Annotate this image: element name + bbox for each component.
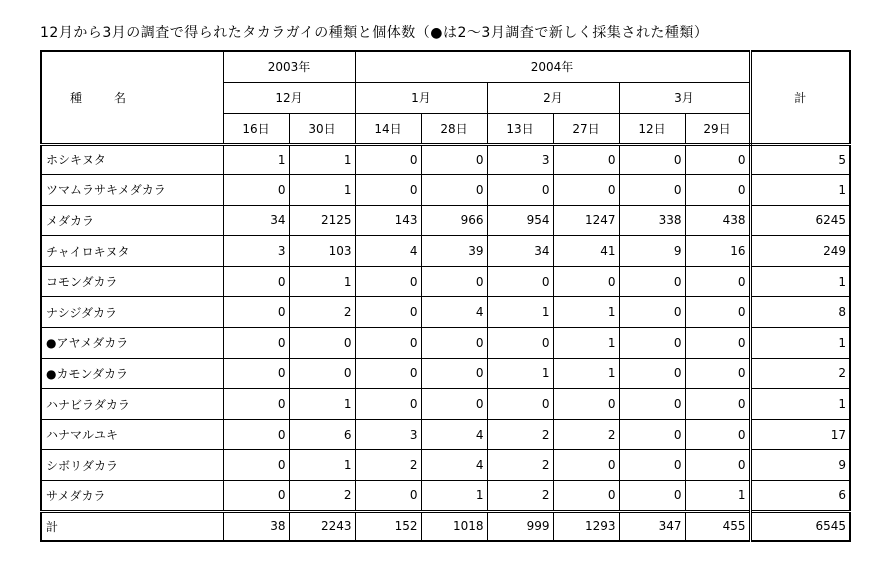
count-cell: 103 [289, 236, 355, 267]
row-total-cell: 9 [750, 450, 850, 481]
count-cell: 0 [421, 266, 487, 297]
count-cell: 0 [223, 266, 289, 297]
count-cell: 0 [553, 175, 619, 206]
count-cell: 0 [685, 144, 750, 175]
column-total-cell: 347 [619, 511, 685, 541]
day-header: 12日 [619, 113, 685, 144]
day-header: 30日 [289, 113, 355, 144]
count-cell: 1 [553, 358, 619, 389]
species-name: ハナマルユキ [41, 419, 223, 450]
column-total-cell: 1018 [421, 511, 487, 541]
species-name: ナシジダカラ [41, 297, 223, 328]
table-row [41, 205, 850, 236]
count-cell: 0 [355, 481, 421, 512]
count-cell: 6 [289, 419, 355, 450]
count-cell: 0 [355, 328, 421, 359]
species-name: コモンダカラ [41, 266, 223, 297]
species-count-table [40, 50, 851, 542]
count-cell: 1 [289, 266, 355, 297]
count-cell: 3 [223, 236, 289, 267]
count-cell: 0 [487, 266, 553, 297]
count-cell: 2125 [289, 205, 355, 236]
column-total-cell: 152 [355, 511, 421, 541]
count-cell: 0 [553, 450, 619, 481]
count-cell: 0 [223, 481, 289, 512]
count-cell: 1 [685, 481, 750, 512]
count-cell: 1247 [553, 205, 619, 236]
count-cell: 0 [421, 144, 487, 175]
row-total-cell: 1 [750, 328, 850, 359]
table-row [41, 358, 850, 389]
species-name: ホシキヌタ [41, 144, 223, 175]
count-cell: 2 [355, 450, 421, 481]
table-row [41, 236, 850, 267]
count-cell: 2 [553, 419, 619, 450]
count-cell: 0 [355, 266, 421, 297]
table-row [41, 481, 850, 512]
count-cell: 0 [223, 389, 289, 420]
day-header: 14日 [355, 113, 421, 144]
count-cell: 2 [487, 481, 553, 512]
count-cell: 0 [619, 328, 685, 359]
count-cell: 34 [223, 205, 289, 236]
count-cell: 34 [487, 236, 553, 267]
row-total-cell: 6245 [750, 205, 850, 236]
count-cell: 0 [685, 297, 750, 328]
count-cell: 0 [619, 389, 685, 420]
row-total-cell: 249 [750, 236, 850, 267]
year-2003-header: 2003年 [223, 51, 355, 82]
count-cell: 2 [289, 297, 355, 328]
table-row [41, 297, 850, 328]
row-total-cell: 6 [750, 481, 850, 512]
row-total-cell: 5 [750, 144, 850, 175]
row-total-cell: 1 [750, 266, 850, 297]
column-total-cell: 38 [223, 511, 289, 541]
count-cell: 0 [421, 175, 487, 206]
count-cell: 16 [685, 236, 750, 267]
species-name: チャイロキヌタ [41, 236, 223, 267]
table-row [41, 175, 850, 206]
species-name: サメダカラ [41, 481, 223, 512]
count-cell: 2 [487, 419, 553, 450]
month-header: 12月 [223, 82, 355, 113]
count-cell: 1 [487, 358, 553, 389]
species-name: シボリダカラ [41, 450, 223, 481]
day-header: 27日 [553, 113, 619, 144]
count-cell: 39 [421, 236, 487, 267]
species-name: ツマムラサキメダカラ [41, 175, 223, 206]
count-cell: 0 [223, 297, 289, 328]
count-cell: 4 [355, 236, 421, 267]
count-cell: 0 [421, 358, 487, 389]
count-cell: 4 [421, 419, 487, 450]
count-cell: 0 [619, 450, 685, 481]
count-cell: 0 [355, 144, 421, 175]
row-total-cell: 1 [750, 389, 850, 420]
count-cell: 4 [421, 297, 487, 328]
count-cell: 0 [553, 481, 619, 512]
count-cell: 0 [487, 328, 553, 359]
count-cell: 3 [487, 144, 553, 175]
month-header: 3月 [619, 82, 750, 113]
count-cell: 0 [685, 450, 750, 481]
table-row [41, 144, 850, 175]
total-header: 計 [750, 51, 850, 144]
table-title: 12月から3月の調査で得られたタカラガイの種類と個体数（●は2～3月調査で新しく採集された種類） [40, 25, 709, 41]
count-cell: 0 [355, 297, 421, 328]
count-cell: 1 [289, 389, 355, 420]
column-total-cell: 455 [685, 511, 750, 541]
count-cell: 0 [553, 144, 619, 175]
count-cell: 0 [685, 419, 750, 450]
count-cell: 1 [223, 144, 289, 175]
count-cell: 3 [355, 419, 421, 450]
count-cell: 0 [619, 481, 685, 512]
count-cell: 0 [355, 358, 421, 389]
row-total-cell: 8 [750, 297, 850, 328]
count-cell: 0 [619, 175, 685, 206]
count-cell: 4 [421, 450, 487, 481]
count-cell: 0 [487, 389, 553, 420]
species-name: メダカラ [41, 205, 223, 236]
count-cell: 0 [619, 266, 685, 297]
day-header: 13日 [487, 113, 553, 144]
count-cell: 0 [421, 389, 487, 420]
species-name: ハナビラダカラ [41, 389, 223, 420]
column-total-cell: 2243 [289, 511, 355, 541]
count-cell: 0 [223, 328, 289, 359]
count-cell: 1 [553, 297, 619, 328]
row-total-cell: 17 [750, 419, 850, 450]
count-cell: 438 [685, 205, 750, 236]
species-name-header: 種 名 [41, 51, 223, 144]
day-header: 16日 [223, 113, 289, 144]
count-cell: 966 [421, 205, 487, 236]
totals-row [41, 511, 850, 541]
count-cell: 2 [487, 450, 553, 481]
totals-label: 計 [41, 511, 223, 541]
count-cell: 0 [289, 358, 355, 389]
count-cell: 0 [355, 175, 421, 206]
count-cell: 1 [289, 450, 355, 481]
count-cell: 41 [553, 236, 619, 267]
count-cell: 0 [685, 328, 750, 359]
count-cell: 0 [223, 358, 289, 389]
count-cell: 0 [619, 419, 685, 450]
year-2004-header: 2004年 [355, 51, 750, 82]
row-total-cell: 1 [750, 175, 850, 206]
table-row [41, 450, 850, 481]
count-cell: 0 [223, 450, 289, 481]
count-cell: 143 [355, 205, 421, 236]
table-row [41, 419, 850, 450]
day-header: 29日 [685, 113, 750, 144]
count-cell: 0 [223, 419, 289, 450]
grand-total-cell: 6545 [750, 511, 850, 541]
count-cell: 1 [553, 328, 619, 359]
species-name: ●カモンダカラ [41, 358, 223, 389]
count-cell: 0 [685, 175, 750, 206]
month-header: 1月 [355, 82, 487, 113]
count-cell: 2 [289, 481, 355, 512]
day-header: 28日 [421, 113, 487, 144]
count-cell: 1 [487, 297, 553, 328]
count-cell: 0 [355, 389, 421, 420]
count-cell: 0 [553, 266, 619, 297]
count-cell: 0 [685, 358, 750, 389]
column-total-cell: 1293 [553, 511, 619, 541]
column-total-cell: 999 [487, 511, 553, 541]
table-row [41, 389, 850, 420]
row-total-cell: 2 [750, 358, 850, 389]
count-cell: 0 [685, 389, 750, 420]
month-header: 2月 [487, 82, 619, 113]
count-cell: 0 [421, 328, 487, 359]
count-cell: 0 [619, 144, 685, 175]
table-row [41, 266, 850, 297]
count-cell: 338 [619, 205, 685, 236]
count-cell: 1 [421, 481, 487, 512]
count-cell: 954 [487, 205, 553, 236]
count-cell: 0 [487, 175, 553, 206]
count-cell: 0 [619, 297, 685, 328]
count-cell: 1 [289, 144, 355, 175]
table-row [41, 328, 850, 359]
count-cell: 0 [223, 175, 289, 206]
species-name: ●アヤメダカラ [41, 328, 223, 359]
count-cell: 0 [619, 358, 685, 389]
count-cell: 0 [289, 328, 355, 359]
count-cell: 1 [289, 175, 355, 206]
count-cell: 0 [553, 389, 619, 420]
count-cell: 9 [619, 236, 685, 267]
count-cell: 0 [685, 266, 750, 297]
